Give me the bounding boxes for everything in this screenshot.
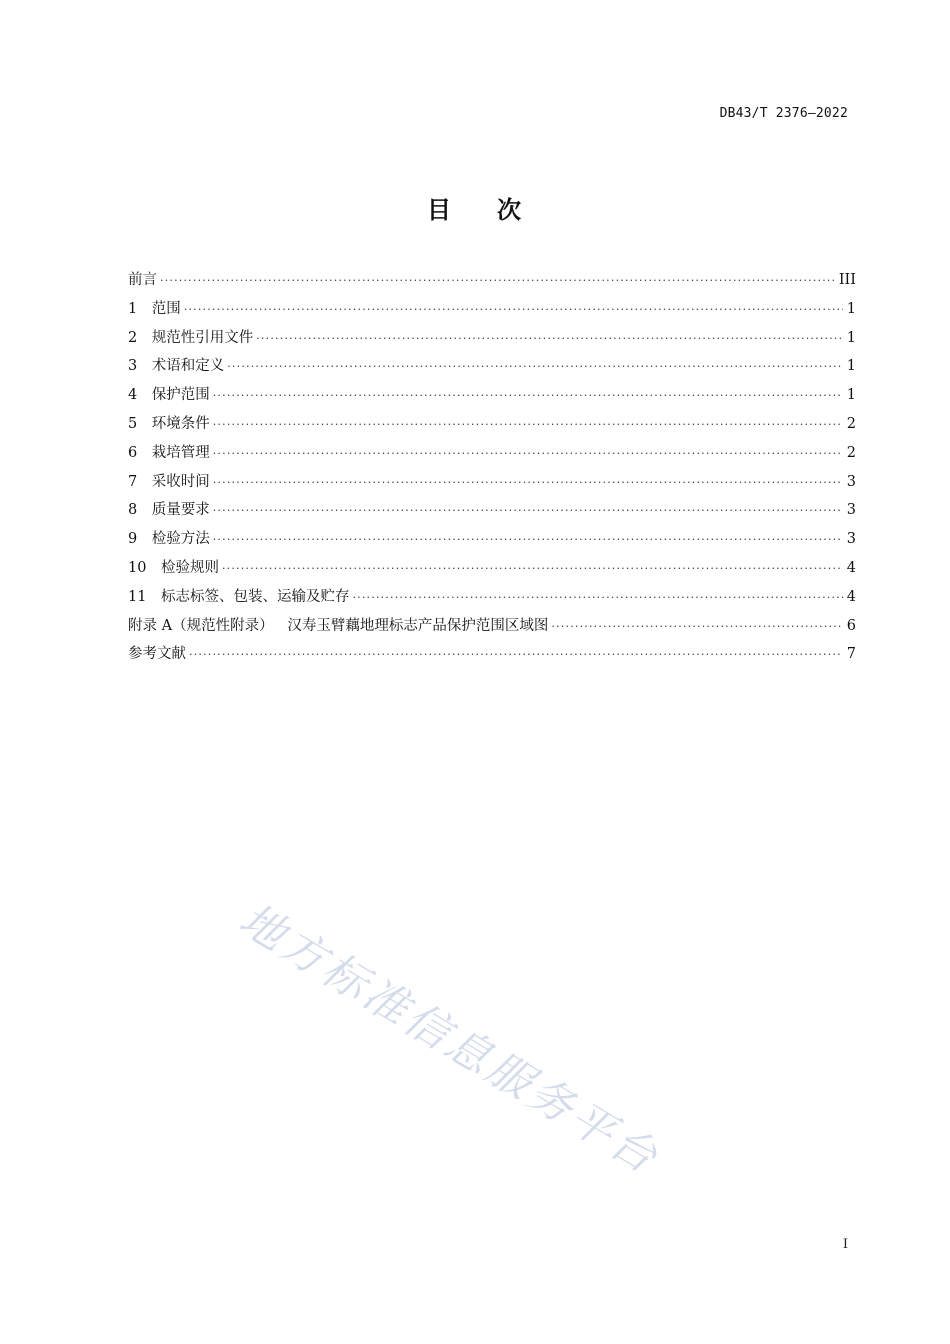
toc-entry-8[interactable] <box>128 496 856 525</box>
toc-entry-9[interactable] <box>128 525 856 554</box>
toc-entry-appendix-a[interactable] <box>128 612 856 641</box>
toc-entry-title: 检验方法 <box>151 531 210 548</box>
toc-entry-page: 3 <box>846 502 856 519</box>
toc-entry-page: 3 <box>846 473 856 490</box>
toc-entry-number: 11 <box>128 588 147 605</box>
toc-entry-5[interactable] <box>128 410 856 439</box>
toc-leader-dots <box>213 411 843 440</box>
toc-entry-3[interactable] <box>128 352 856 381</box>
toc-entry-page: 1 <box>846 387 856 404</box>
toc-leader-dots <box>213 382 843 411</box>
toc-entry-page: 2 <box>846 444 856 461</box>
toc-entry-number: 8 <box>128 502 138 519</box>
toc-entry-title: 范围 <box>151 300 181 317</box>
toc-entry-title: 参考文献 <box>128 646 186 663</box>
toc-leader-dots <box>213 526 843 555</box>
toc-entry-number: 4 <box>128 387 138 404</box>
watermark: 地方标准信息服务平台 <box>230 893 669 1185</box>
toc-entry-references[interactable] <box>128 640 856 669</box>
page-title <box>0 190 950 225</box>
toc-leader-dots <box>213 497 843 526</box>
toc-leader-dots <box>189 641 843 670</box>
toc-entry-number: 7 <box>128 473 138 490</box>
toc-entry-number: 3 <box>128 358 138 375</box>
toc-entry-number: 5 <box>128 415 138 432</box>
toc-entry-number: 1 <box>128 300 138 317</box>
toc-leader-dots <box>184 296 843 325</box>
toc-entry-title: 采收时间 <box>151 473 210 490</box>
toc-leader-dots <box>227 353 843 382</box>
toc-entry-page: III <box>838 272 856 288</box>
toc-entry-page: 6 <box>846 617 856 634</box>
toc-entry-page: 3 <box>846 531 856 548</box>
toc-entry-10[interactable] <box>128 554 856 583</box>
title-char-1: 目 <box>427 196 453 224</box>
toc-entry-page: 7 <box>846 646 856 663</box>
toc-entry-title: 规范性引用文件 <box>151 329 254 346</box>
toc-entry-title: 附录 A（规范性附录） 汉寿玉臂藕地理标志产品保护范围区域图 <box>128 617 549 634</box>
toc-entry-page: 2 <box>846 415 856 432</box>
toc-leader-dots <box>222 555 843 584</box>
toc-entry-11[interactable] <box>128 583 856 612</box>
table-of-contents <box>128 266 856 669</box>
toc-entry-page: 4 <box>846 559 856 576</box>
toc-entry-page: 1 <box>846 329 856 346</box>
page-number: I <box>842 1237 848 1252</box>
toc-entry-number: 9 <box>128 531 138 548</box>
title-char-2: 次 <box>497 196 523 224</box>
toc-entry-4[interactable] <box>128 381 856 410</box>
toc-entry-page: 4 <box>846 588 856 605</box>
toc-entry-number: 6 <box>128 444 138 461</box>
toc-entry-title: 质量要求 <box>151 502 210 519</box>
toc-entry-7[interactable] <box>128 468 856 497</box>
toc-entry-title: 保护范围 <box>151 387 210 404</box>
toc-entry-title: 检验规则 <box>160 559 219 576</box>
toc-entry-2[interactable] <box>128 324 856 353</box>
toc-entry-title: 前言 <box>128 272 157 288</box>
toc-entry-preface[interactable] <box>128 266 856 295</box>
toc-entry-title: 栽培管理 <box>151 444 210 461</box>
toc-leader-dots <box>160 267 836 296</box>
toc-leader-dots <box>551 613 843 642</box>
toc-leader-dots <box>213 469 843 498</box>
toc-entry-6[interactable] <box>128 439 856 468</box>
toc-entry-number: 2 <box>128 329 138 346</box>
toc-entry-title: 标志标签、包装、运输及贮存 <box>160 588 350 605</box>
toc-leader-dots <box>352 584 843 613</box>
toc-entry-page: 1 <box>846 300 856 317</box>
toc-leader-dots <box>256 325 843 354</box>
document-code: DB43/T 2376—2022 <box>719 106 848 121</box>
toc-entry-title: 术语和定义 <box>151 358 225 375</box>
toc-leader-dots <box>213 440 843 469</box>
toc-entry-page: 1 <box>846 358 856 375</box>
toc-entry-number: 10 <box>128 559 147 576</box>
toc-entry-1[interactable] <box>128 295 856 324</box>
toc-entry-title: 环境条件 <box>151 415 210 432</box>
